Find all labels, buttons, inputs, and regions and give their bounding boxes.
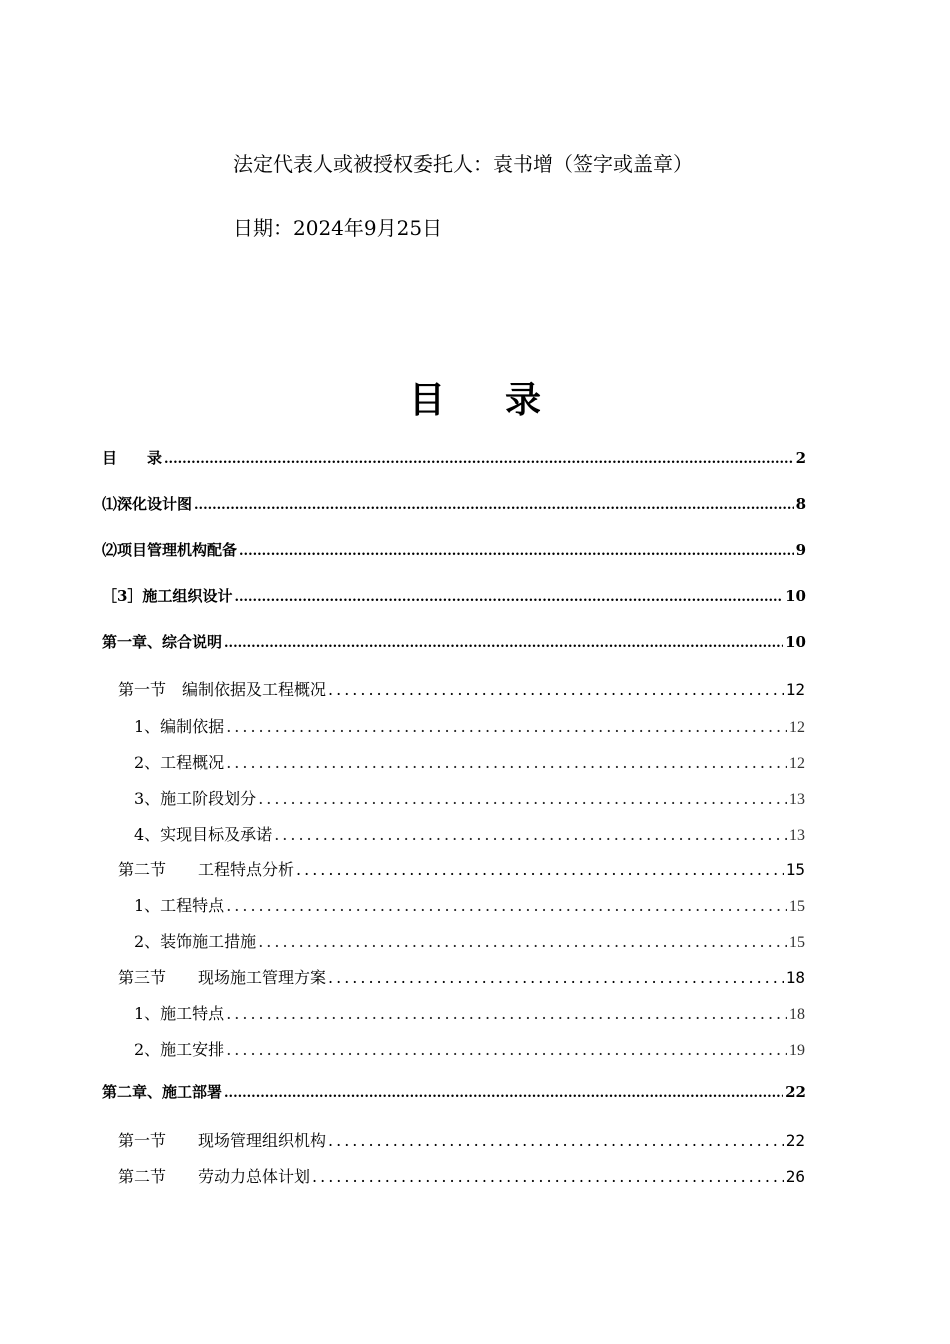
- toc-entry-label: 2、装饰施工措施: [134, 932, 257, 951]
- toc-leader-dots: [328, 680, 784, 699]
- toc-entry-page: 10: [785, 633, 806, 651]
- toc-leader-dots: [328, 1131, 784, 1150]
- toc-entry-page: 22: [785, 1083, 806, 1101]
- toc-entry[interactable]: [118, 857, 805, 880]
- toc-leader-dots: [312, 1167, 784, 1186]
- toc-entry-label: 1、编制依据: [134, 717, 225, 736]
- toc-entry[interactable]: [102, 1081, 806, 1102]
- toc-entry[interactable]: [102, 447, 806, 468]
- toc-entry-label: 1、施工特点: [134, 1004, 225, 1023]
- toc-entry-label: 第二节 工程特点分析: [118, 860, 295, 879]
- toc-leader-dots: [226, 753, 787, 772]
- toc-entry-label: 目 录: [102, 449, 163, 467]
- toc-entry[interactable]: [134, 714, 805, 737]
- toc-entry-page: 10: [785, 587, 806, 605]
- toc-entry-page: 13: [789, 827, 805, 844]
- toc-entry-label: 第二章、施工部署: [102, 1083, 223, 1101]
- toc-entry-label: 4、实现目标及承诺: [134, 825, 273, 844]
- toc-entry[interactable]: [102, 631, 806, 652]
- toc-entry-page: 12: [785, 680, 805, 699]
- toc-entry[interactable]: [118, 1164, 805, 1187]
- toc-entry-label: 第一章、综合说明: [102, 633, 223, 651]
- toc-entry-label: ［3］施工组织设计: [102, 587, 233, 605]
- toc-entry[interactable]: [134, 929, 805, 952]
- toc-entry-label: 1、工程特点: [134, 896, 225, 915]
- toc-entry-page: 8: [795, 495, 806, 513]
- toc-entry-label: 第一节 编制依据及工程概况: [118, 680, 327, 699]
- toc-leader-dots: [296, 860, 784, 879]
- toc-entry[interactable]: [118, 1128, 805, 1151]
- toc-leader-dots: [258, 789, 787, 808]
- toc-entry-page: 15: [785, 860, 805, 879]
- toc-entry-label: 第二节 劳动力总体计划: [118, 1167, 311, 1186]
- toc-entry-page: 22: [785, 1131, 805, 1150]
- toc-entry-page: 13: [789, 791, 805, 808]
- toc-entry-page: 18: [785, 968, 805, 987]
- representative-signature-line: 法定代表人或被授权委托人：袁书增（签字或盖章）: [233, 152, 693, 176]
- toc-entry-page: 2: [795, 449, 806, 467]
- toc-entry-page: 12: [789, 755, 805, 772]
- toc-entry-page: 26: [785, 1167, 805, 1186]
- toc-leader-dots: [226, 1004, 787, 1023]
- toc-entry-page: 15: [789, 934, 805, 951]
- toc-entry-label: 2、工程概况: [134, 753, 225, 772]
- toc-entry[interactable]: [134, 786, 805, 809]
- toc-entry[interactable]: [134, 822, 805, 845]
- toc-leader-dots: [258, 932, 787, 951]
- toc-leader-dots: [226, 896, 787, 915]
- toc-entry[interactable]: [102, 585, 806, 606]
- toc-entry[interactable]: [134, 1037, 805, 1060]
- toc-entry-page: 12: [789, 719, 805, 736]
- toc-entry-page: 15: [789, 898, 805, 915]
- toc-entry-label: ⑵项目管理机构配备: [102, 541, 238, 559]
- toc-leader-dots: [194, 498, 794, 513]
- toc-leader-dots: [224, 636, 783, 651]
- toc-entry[interactable]: [102, 539, 806, 560]
- toc-leader-dots: [234, 590, 783, 605]
- signature-date: 日期：2024年9月25日: [233, 216, 443, 240]
- toc-leader-dots: [328, 968, 784, 987]
- toc-entry-label: 2、施工安排: [134, 1040, 225, 1059]
- toc-leader-dots: [226, 1040, 787, 1059]
- toc-entry-page: 19: [789, 1042, 805, 1059]
- toc-leader-dots: [274, 825, 787, 844]
- toc-entry-page: 18: [789, 1006, 805, 1023]
- toc-entry[interactable]: [134, 1001, 805, 1024]
- toc-heading-left: 目: [408, 379, 445, 421]
- toc-leader-dots: [224, 1086, 783, 1101]
- toc-entry[interactable]: [134, 893, 805, 916]
- toc-entry-label: ⑴深化设计图: [102, 495, 193, 513]
- toc-entry-label: 第三节 现场施工管理方案: [118, 968, 327, 987]
- toc-entry-label: 第一节 现场管理组织机构: [118, 1131, 327, 1150]
- toc-leader-dots: [239, 544, 794, 559]
- toc-entry[interactable]: [118, 677, 805, 700]
- toc-heading-right: 录: [505, 379, 542, 421]
- toc-entry[interactable]: [134, 750, 805, 773]
- toc-entry-label: 3、施工阶段划分: [134, 789, 257, 808]
- toc-entry[interactable]: [118, 965, 805, 988]
- toc-heading: [0, 372, 950, 423]
- toc-entry[interactable]: [102, 493, 806, 514]
- toc-leader-dots: [164, 452, 794, 467]
- toc-entry-page: 9: [795, 541, 806, 559]
- toc-leader-dots: [226, 717, 787, 736]
